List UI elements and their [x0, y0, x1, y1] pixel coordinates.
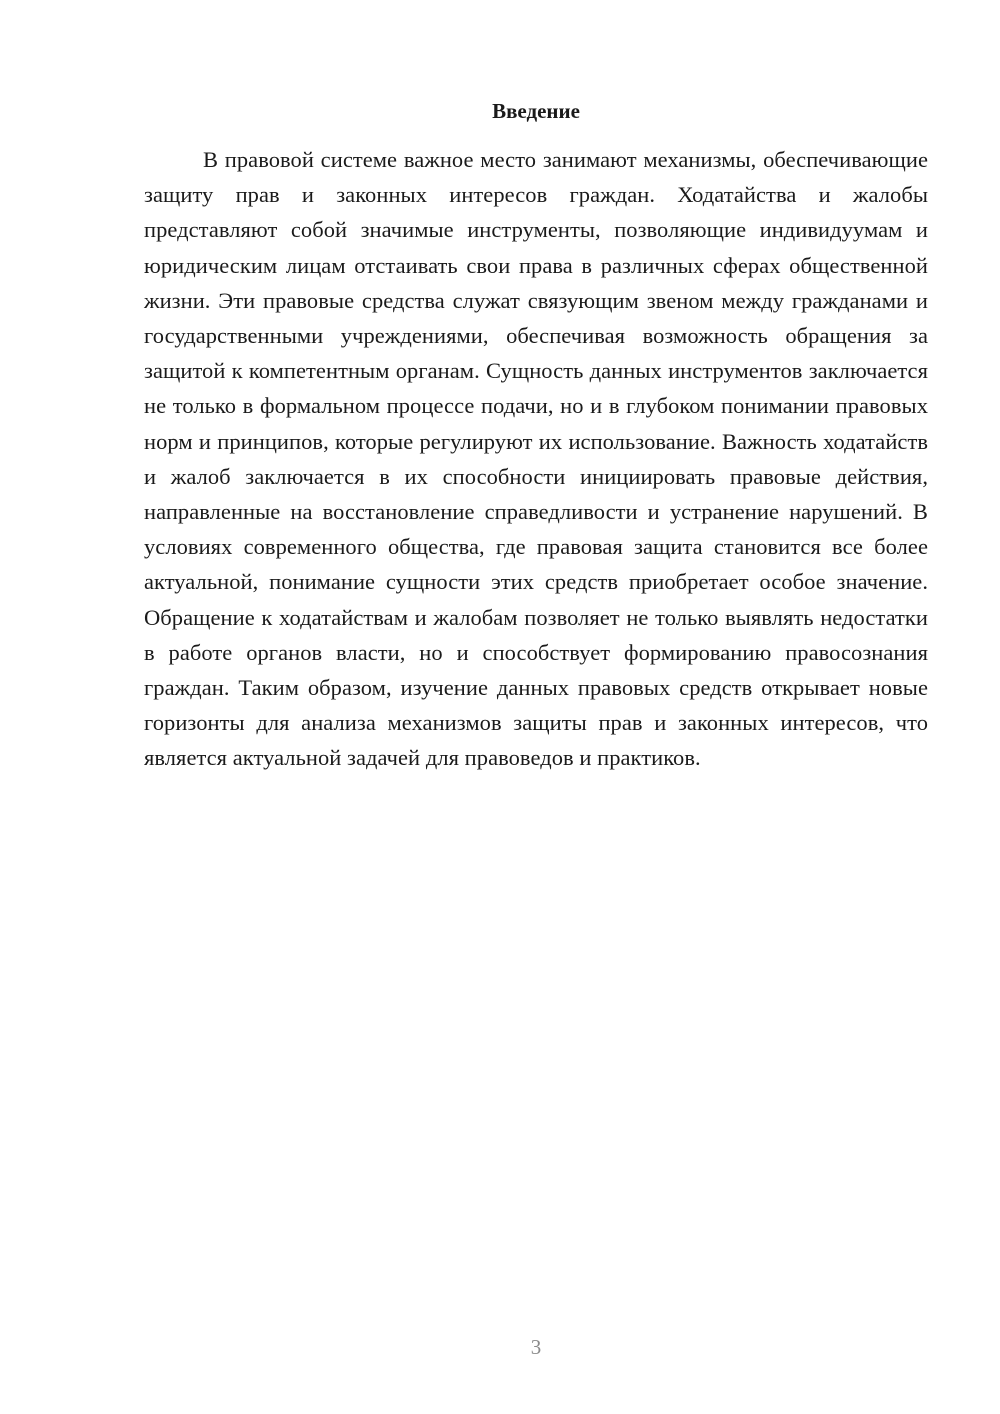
page-title: Введение — [492, 99, 580, 123]
page-number: 3 — [530, 1335, 542, 1359]
introduction-paragraph: В правовой системе важное место занимают механизмы, обеспечивающие защиту прав и законных интересов граждан. Ходатайства и жалобы представляют собой значимые инструменты, позволяющие индивидуумам и юридическим лицам отстаивать свои права в различных сферах общественной жизни. Эти правовые средства служат связующим звеном между гражданами и государственными учреждениями, обеспечивая возможность обращения за защитой к компетентным органам. Сущность данных инструментов заключается не только в формальном процессе подачи, но и в глубоком понимании правовых норм и принципов, которые регулируют их использование. Важность ходатайств и жалоб заключается в их способности инициировать правовые действия, направленные на восстановление справедливости и устранение нарушений. В условиях современного общества, где правовая защита становится все более актуальной, понимание сущности этих средств приобретает особое значение. Обращение к ходатайствам и жалобам позволяет не только выявлять недостатки в работе органов власти, но и способствует формированию правосознания граждан. Таким образом, изучение данных правовых средств открывает новые горизонты для анализа механизмов защиты прав и законных интересов, что является актуальной задачей для правоведов и практиков. — [144, 147, 928, 771]
